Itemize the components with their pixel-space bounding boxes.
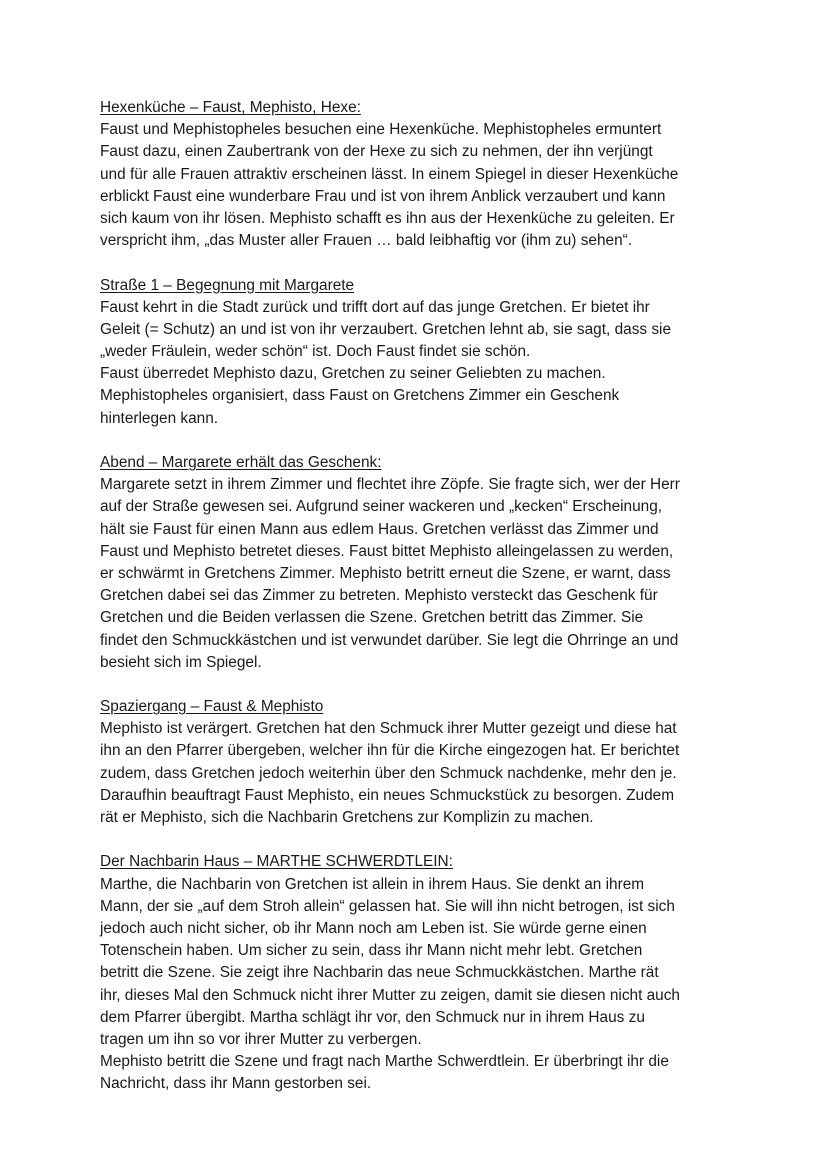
paragraph-line: Totenschein haben. Um sicher zu sein, dass ihr Mann nicht mehr lebt. Gretchen (100, 942, 643, 960)
paragraph-line: besieht sich im Spiegel. (100, 653, 262, 671)
paragraph-line: er schwärmt in Gretchens Zimmer. Mephisto betritt erneut die Szene, er warnt, dass (100, 564, 671, 582)
paragraph-line: Faust überredet Mephisto dazu, Gretchen zu seiner Geliebten zu machen. (100, 365, 606, 383)
paragraph-line: Faust und Mephisto betretet dieses. Faust bittet Mephisto alleingelassen zu werden, (100, 542, 674, 560)
paragraph-line: sich kaum von ihr lösen. Mephisto schafft es ihn aus der Hexenküche zu geleiten. Er (100, 209, 675, 227)
paragraph-line: Daraufhin beauftragt Faust Mephisto, ein neues Schmuckstück zu besorgen. Zudem (100, 786, 675, 804)
paragraph-line: Margarete setzt in ihrem Zimmer und flechtet ihre Zöpfe. Sie fragte sich, wer der Herr (100, 476, 680, 494)
blank-line (100, 674, 800, 696)
paragraph-line: ihr, dieses Mal den Schmuck nicht ihrer Mutter zu zeigen, damit sie diesen nicht auch (100, 986, 680, 1004)
section (100, 430, 800, 674)
paragraph-line: hinterlegen kann. (100, 409, 219, 427)
paragraph-line: Mann, der sie „auf dem Stroh allein“ gelassen hat. Sie will ihn nicht betrogen, ist sich (100, 897, 675, 915)
paragraph-line: auf der Straße gewesen sei. Aufgrund seiner wackeren und „kecken“ Erscheinung, (100, 498, 663, 516)
section-heading: Der Nachbarin Haus – MARTHE SCHWERDTLEIN: (100, 853, 453, 871)
section (100, 829, 800, 1095)
paragraph-line: betritt die Szene. Sie zeigt ihre Nachbarin das neue Schmuckkästchen. Marthe rät (100, 964, 659, 982)
paragraph-line: erblickt Faust eine wunderbare Frau und ist von ihrem Anblick verzaubert und kann (100, 187, 666, 205)
paragraph-line: verspricht ihm, „das Muster aller Frauen … bald leibhaftig vor (ihm zu) sehen“. (100, 232, 633, 250)
paragraph-line: tragen um ihn so vor ihrer Mutter zu verbergen. (100, 1030, 422, 1048)
section (100, 97, 800, 252)
paragraph-line: Mephisto ist verärgert. Gretchen hat den Schmuck ihrer Mutter gezeigt und diese hat (100, 720, 677, 738)
paragraph-line: findet den Schmuckkästchen und ist verwundet darüber. Sie legt die Ohrringe an und (100, 631, 679, 649)
paragraph-line: und für alle Frauen attraktiv erscheinen lässt. In einem Spiegel in dieser Hexenküche (100, 165, 679, 183)
paragraph-line: Faust dazu, einen Zaubertrank von der Hexe zu sich zu nehmen, der ihn verjüngt (100, 143, 653, 161)
paragraph-line: zudem, dass Gretchen jedoch weiterhin über den Schmuck nachdenke, mehr den je. (100, 764, 677, 782)
blank-line (100, 829, 800, 851)
section-heading: Hexenküche – Faust, Mephisto, Hexe: (100, 99, 361, 116)
section (100, 674, 800, 829)
paragraph-line: hält sie Faust für einen Mann aus edlem Haus. Gretchen verlässt das Zimmer und (100, 520, 659, 538)
paragraph-line: Gretchen und die Beiden verlassen die Szene. Gretchen betritt das Zimmer. Sie (100, 609, 644, 627)
paragraph-line: rät er Mephisto, sich die Nachbarin Gretchens zur Komplizin zu machen. (100, 809, 594, 826)
paragraph-line: Faust kehrt in die Stadt zurück und trifft dort auf das junge Gretchen. Er bietet ihr (100, 298, 650, 316)
document-page (100, 97, 800, 1095)
paragraph-line: Gretchen dabei sei das Zimmer zu betreten. Mephisto versteckt das Geschenk für (100, 587, 658, 605)
paragraph-line: Faust und Mephistopheles besuchen eine Hexenküche. Mephistopheles ermuntert (100, 121, 662, 139)
blank-line (100, 252, 800, 274)
section-heading: Spaziergang – Faust & Mephisto (100, 698, 324, 716)
section-heading: Abend – Margarete erhält das Geschenk: (100, 454, 382, 471)
paragraph-line: Geleit (= Schutz) an und ist von ihr verzaubert. Gretchen lehnt ab, sie sagt, dass sie (100, 320, 672, 338)
paragraph-line: „weder Fräulein, weder schön“ ist. Doch Faust findet sie schön. (100, 343, 531, 361)
paragraph-line: dem Pfarrer übergibt. Martha schlägt ihr vor, den Schmuck nur in ihrem Haus zu (100, 1008, 645, 1026)
paragraph-line: jedoch auch nicht sicher, ob ihr Mann noch am Leben ist. Sie würde gerne einen (100, 919, 647, 937)
blank-line (100, 430, 800, 452)
section-heading: Straße 1 – Begegnung mit Margarete (100, 276, 355, 294)
paragraph-line: ihn an den Pfarrer übergeben, welcher ihn für die Kirche eingezogen hat. Er berichtet (100, 742, 680, 760)
paragraph-line: Nachricht, dass ihr Mann gestorben sei. (100, 1075, 372, 1093)
paragraph-line: Mephisto betritt die Szene und fragt nach Marthe Schwerdtlein. Er überbringt ihr die (100, 1053, 669, 1071)
paragraph-line: Mephistopheles organisiert, dass Faust on Gretchens Zimmer ein Geschenk (100, 387, 620, 405)
section (100, 252, 800, 430)
paragraph-line: Marthe, die Nachbarin von Gretchen ist allein in ihrem Haus. Sie denkt an ihrem (100, 875, 645, 893)
